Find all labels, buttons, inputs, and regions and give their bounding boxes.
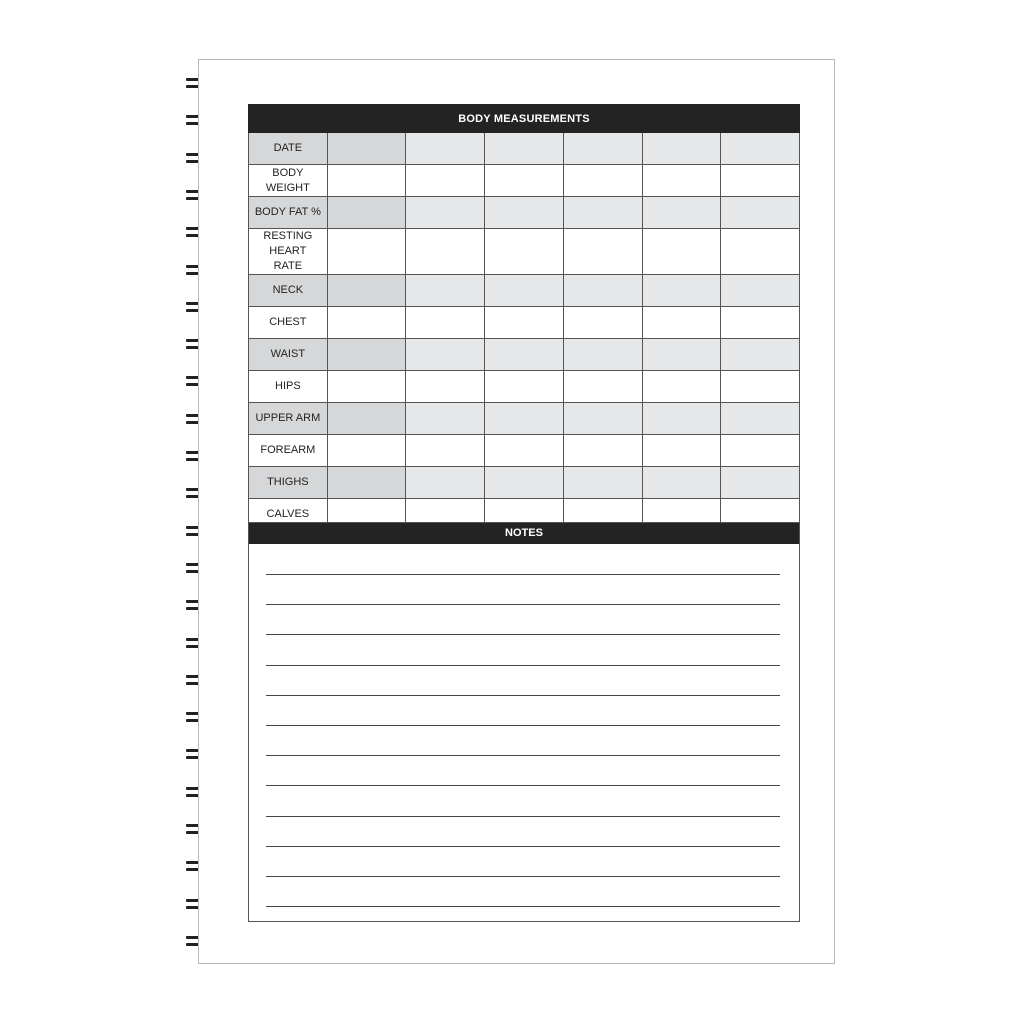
entry-cell[interactable] bbox=[563, 229, 642, 275]
entry-cell[interactable] bbox=[327, 275, 406, 307]
entry-cell[interactable] bbox=[642, 435, 721, 467]
entry-cell[interactable] bbox=[485, 133, 564, 165]
measurement-row bbox=[249, 307, 800, 339]
entry-cell[interactable] bbox=[485, 165, 564, 197]
entry-cell[interactable] bbox=[406, 307, 485, 339]
row-label: CHEST bbox=[249, 307, 328, 339]
notes-section bbox=[248, 522, 800, 922]
notes-line[interactable] bbox=[266, 634, 780, 635]
entry-cell[interactable] bbox=[406, 229, 485, 275]
entry-cell[interactable] bbox=[721, 165, 800, 197]
entry-cell[interactable] bbox=[721, 403, 800, 435]
entry-cell[interactable] bbox=[642, 229, 721, 275]
entry-cell[interactable] bbox=[406, 435, 485, 467]
entry-cell[interactable] bbox=[406, 275, 485, 307]
measurement-row bbox=[249, 197, 800, 229]
entry-cell[interactable] bbox=[642, 165, 721, 197]
entry-cell[interactable] bbox=[485, 435, 564, 467]
entry-cell[interactable] bbox=[563, 197, 642, 229]
entry-cell[interactable] bbox=[327, 339, 406, 371]
entry-cell[interactable] bbox=[563, 133, 642, 165]
row-label: BODY FAT % bbox=[249, 197, 328, 229]
notes-line[interactable] bbox=[266, 665, 780, 666]
notes-line[interactable] bbox=[266, 725, 780, 726]
notes-line[interactable] bbox=[266, 876, 780, 877]
body-measurements-table bbox=[248, 104, 800, 531]
entry-cell[interactable] bbox=[485, 229, 564, 275]
entry-cell[interactable] bbox=[563, 275, 642, 307]
row-label: DATE bbox=[249, 133, 328, 165]
entry-cell[interactable] bbox=[327, 133, 406, 165]
entry-cell[interactable] bbox=[485, 339, 564, 371]
notes-line[interactable] bbox=[266, 906, 780, 907]
table-title: BODY MEASUREMENTS bbox=[249, 105, 800, 133]
entry-cell[interactable] bbox=[721, 133, 800, 165]
notes-line[interactable] bbox=[266, 755, 780, 756]
entry-cell[interactable] bbox=[721, 197, 800, 229]
entry-cell[interactable] bbox=[406, 197, 485, 229]
notes-line[interactable] bbox=[266, 695, 780, 696]
entry-cell[interactable] bbox=[327, 197, 406, 229]
notes-line[interactable] bbox=[266, 574, 780, 575]
measurement-row bbox=[249, 133, 800, 165]
entry-cell[interactable] bbox=[563, 435, 642, 467]
entry-cell[interactable] bbox=[406, 165, 485, 197]
entry-cell[interactable] bbox=[642, 197, 721, 229]
entry-cell[interactable] bbox=[642, 467, 721, 499]
entry-cell[interactable] bbox=[642, 371, 721, 403]
entry-cell[interactable] bbox=[721, 339, 800, 371]
entry-cell[interactable] bbox=[563, 371, 642, 403]
row-label: FOREARM bbox=[249, 435, 328, 467]
row-label: CALVES bbox=[249, 499, 328, 531]
entry-cell[interactable] bbox=[642, 339, 721, 371]
measurement-row bbox=[249, 435, 800, 467]
entry-cell[interactable] bbox=[563, 339, 642, 371]
entry-cell[interactable] bbox=[642, 307, 721, 339]
entry-cell[interactable] bbox=[327, 229, 406, 275]
row-label: WAIST bbox=[249, 339, 328, 371]
measurement-row bbox=[249, 371, 800, 403]
entry-cell[interactable] bbox=[485, 467, 564, 499]
row-label: BODY WEIGHT bbox=[249, 165, 328, 197]
entry-cell[interactable] bbox=[327, 307, 406, 339]
notes-line[interactable] bbox=[266, 846, 780, 847]
entry-cell[interactable] bbox=[563, 165, 642, 197]
notes-title: NOTES bbox=[249, 523, 799, 544]
row-label: NECK bbox=[249, 275, 328, 307]
entry-cell[interactable] bbox=[563, 403, 642, 435]
measurement-row bbox=[249, 229, 800, 275]
measurement-row bbox=[249, 339, 800, 371]
measurement-row bbox=[249, 403, 800, 435]
entry-cell[interactable] bbox=[563, 307, 642, 339]
entry-cell[interactable] bbox=[327, 435, 406, 467]
entry-cell[interactable] bbox=[406, 371, 485, 403]
entry-cell[interactable] bbox=[721, 275, 800, 307]
entry-cell[interactable] bbox=[642, 133, 721, 165]
entry-cell[interactable] bbox=[721, 371, 800, 403]
notes-line[interactable] bbox=[266, 785, 780, 786]
entry-cell[interactable] bbox=[485, 403, 564, 435]
notes-line[interactable] bbox=[266, 604, 780, 605]
notes-line[interactable] bbox=[266, 816, 780, 817]
entry-cell[interactable] bbox=[406, 467, 485, 499]
measurement-row bbox=[249, 165, 800, 197]
entry-cell[interactable] bbox=[721, 307, 800, 339]
row-label: THIGHS bbox=[249, 467, 328, 499]
entry-cell[interactable] bbox=[642, 403, 721, 435]
entry-cell[interactable] bbox=[327, 371, 406, 403]
entry-cell[interactable] bbox=[563, 467, 642, 499]
entry-cell[interactable] bbox=[642, 275, 721, 307]
entry-cell[interactable] bbox=[485, 371, 564, 403]
entry-cell[interactable] bbox=[406, 133, 485, 165]
row-label: RESTING HEART RATE bbox=[249, 229, 328, 275]
measurement-row bbox=[249, 275, 800, 307]
entry-cell[interactable] bbox=[406, 339, 485, 371]
entry-cell[interactable] bbox=[485, 197, 564, 229]
entry-cell[interactable] bbox=[406, 403, 485, 435]
entry-cell[interactable] bbox=[485, 307, 564, 339]
entry-cell[interactable] bbox=[485, 275, 564, 307]
row-label: UPPER ARM bbox=[249, 403, 328, 435]
row-label: HIPS bbox=[249, 371, 328, 403]
entry-cell[interactable] bbox=[721, 435, 800, 467]
entry-cell[interactable] bbox=[721, 467, 800, 499]
entry-cell[interactable] bbox=[327, 403, 406, 435]
entry-cell[interactable] bbox=[327, 165, 406, 197]
entry-cell[interactable] bbox=[721, 229, 800, 275]
measurement-row bbox=[249, 467, 800, 499]
entry-cell[interactable] bbox=[327, 467, 406, 499]
